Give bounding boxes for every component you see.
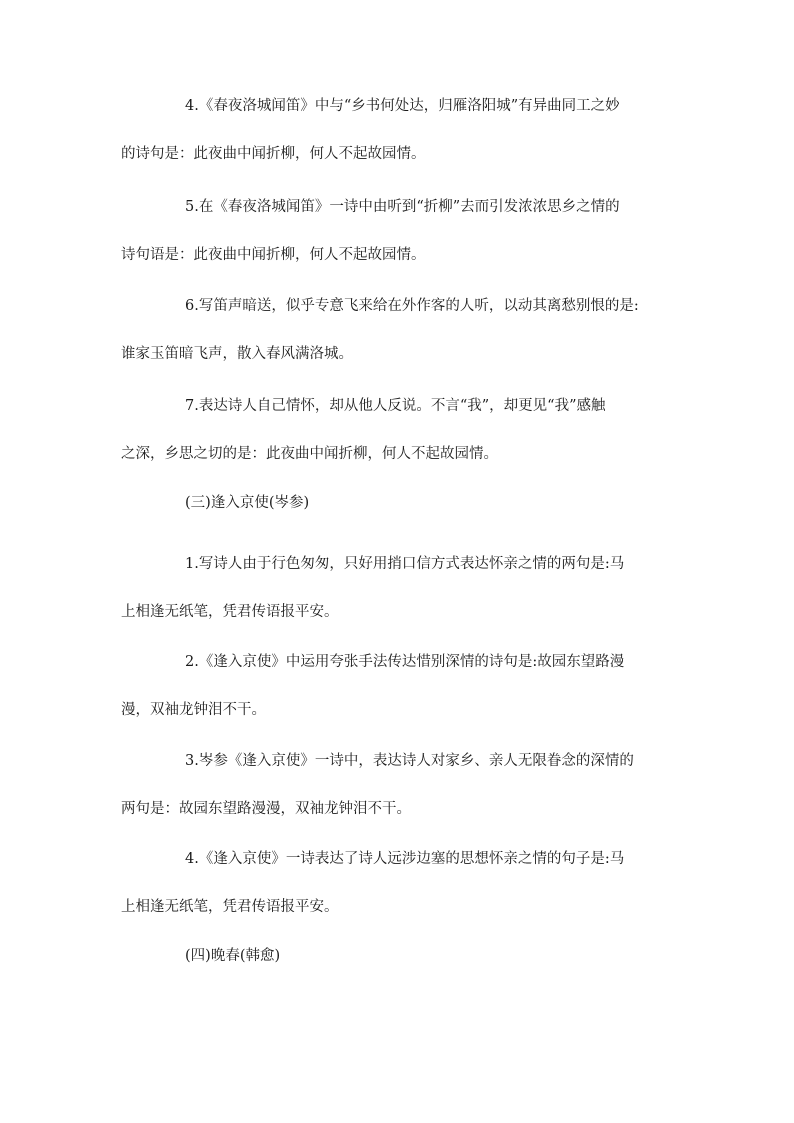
paragraph-item-2 [121, 638, 673, 734]
paragraph-line: 4.《春夜洛城闻笛》中与“乡书何处达，归雁洛阳城”有异曲同工之妙 [185, 98, 620, 114]
paragraph-line: 5.在《春夜洛城闻笛》一诗中由听到“折柳”去而引发浓浓思乡之情的 [185, 199, 620, 215]
paragraph-line: 7.表达诗人自己情怀，却从他人反说。不言“我”，却更见“我”感触 [185, 398, 606, 414]
section-heading-4: (四)晚春(韩愈) [185, 948, 281, 964]
paragraph-item-6 [121, 282, 673, 378]
paragraph-line: 两句是：故园东望路漫漫，双袖龙钟泪不干。 [121, 801, 411, 817]
paragraph-line: 之深，乡思之切的是：此夜曲中闻折柳，何人不起故园情。 [121, 446, 498, 462]
paragraph-line: 4.《逢入京使》一诗表达了诗人远涉边塞的思想怀亲之情的句子是:马 [185, 851, 625, 867]
paragraph-line: 上相逢无纸笔，凭君传语报平安。 [121, 604, 339, 620]
paragraph-line: 6.写笛声暗送，似乎专意飞来给在外作客的人听，以动其离愁别恨的是: [185, 298, 639, 314]
paragraph-line: 3.岑参《逢入京使》一诗中，表达诗人对家乡、亲人无限眷念的深情的 [185, 753, 634, 769]
section-heading-3: (三)逢入京使(岑参) [185, 495, 310, 511]
paragraph-line: 上相逢无纸笔，凭君传语报平安。 [121, 899, 339, 915]
paragraph-line: 的诗句是：此夜曲中闻折柳，何人不起故园情。 [121, 146, 426, 162]
paragraph-item-5 [121, 183, 673, 279]
paragraph-line: 2.《逢入京使》中运用夸张手法传达惜别深情的诗句是:故园东望路漫 [185, 654, 625, 670]
paragraph-line: 漫，双袖龙钟泪不干。 [121, 702, 266, 718]
paragraph-item-7 [121, 382, 673, 478]
paragraph-item-4b [121, 835, 673, 931]
paragraph-line: 诗句语是：此夜曲中闻折柳，何人不起故园情。 [121, 247, 426, 263]
paragraph-item-1 [121, 540, 673, 636]
paragraph-item-4 [121, 82, 673, 178]
paragraph-line: 谁家玉笛暗飞声，散入春风满洛城。 [121, 346, 353, 362]
paragraph-line: 1.写诗人由于行色匆匆，只好用捎口信方式表达怀亲之情的两句是:马 [185, 556, 625, 572]
paragraph-item-3 [121, 737, 673, 833]
